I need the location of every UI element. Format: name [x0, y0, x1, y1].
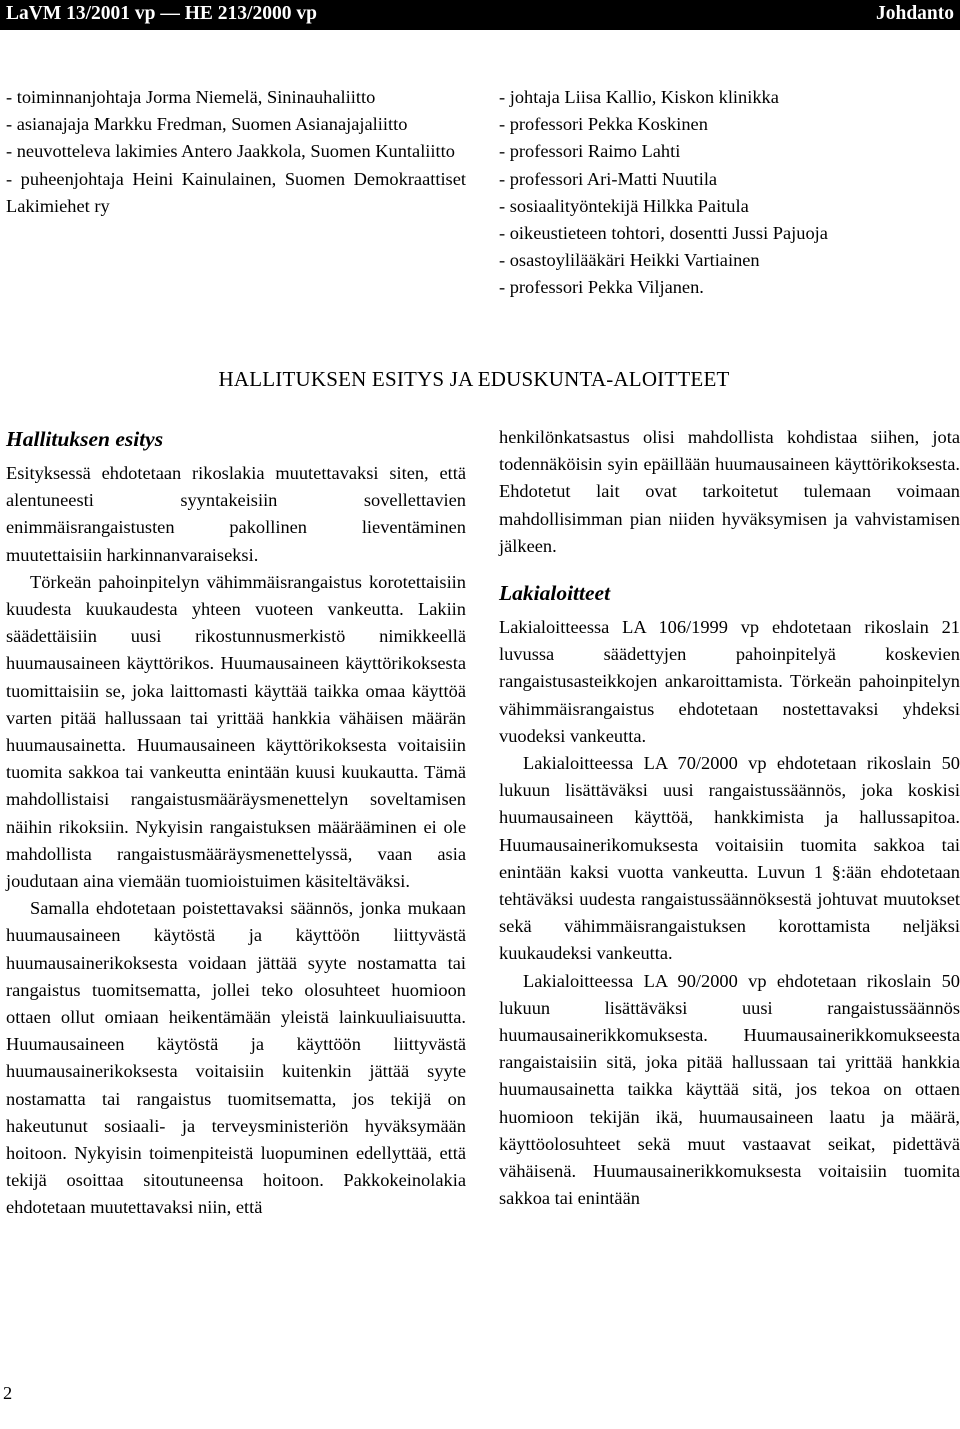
- list-item: - oikeustieteen tohtori, dosentti Jussi Pajuoja: [499, 223, 828, 244]
- list-item: - puheenjohtaja Heini Kainulainen, Suomen Demokraattiset Lakimiehet ry: [6, 168, 466, 216]
- heading-law-initiatives: Lakialoitteet: [499, 581, 611, 606]
- list-item: - sosiaalityöntekijä Hilkka Paitula: [499, 195, 749, 216]
- list-item: - osastoylilääkäri Heikki Vartiainen: [499, 250, 760, 271]
- expert-list-left: [6, 84, 466, 220]
- section-title-text: HALLITUKSEN ESITYS JA EDUSKUNTA-ALOITTEET: [218, 367, 730, 391]
- list-item: - professori Ari-Matti Nuutila: [499, 168, 718, 189]
- left-column: [6, 424, 466, 1222]
- list-item: - toiminnanjohtaja Jorma Niemelä, Sininauhaliitto: [6, 87, 376, 107]
- header-document-reference: LaVM 13/2001 vp — HE 213/2000 vp: [6, 3, 317, 24]
- heading-government-proposal: Hallituksen esitys: [6, 427, 164, 451]
- paragraph: Törkeän pahoinpitelyn vähimmäisrangaistus korotettaisiin kuudesta kuukaudesta yhteen vuoteen vankeutta. Lakiin säädettäisiin uusi rikostunnusmerkistö nimikkeellä huumausaineen käyttörikos. Huumausaineen käyttörikoksesta tuomittaisiin se, joka laittomasti käyttää taikka omaa käyttöä varten pitää hallussaan tai yrittää hankkia vähäisen määrän huumausainetta. Huumausaineen käyttörikoksesta voitaisiin tuomita sakkoa tai vankeutta enintään kuusi kuukautta. Tämä mahdollistaisi rangaistusmääräysmenettelyn soveltamisen näihin rikoksiin. Nykyisin rangaistuksen määrääminen ei ole mahdollista rangaistusmääräysmenettelyssä, vaan asia joudutaan aina viemään tuomioistuimen käsiteltäväksi.: [6, 571, 466, 892]
- paragraph: Esityksessä ehdotetaan rikoslakia muutettavaksi siten, että alentuneesti syyntakeisiin sovellettavien enimmäisrangaistusten pakollinen lieventäminen muutettaisiin harkinnanvaraiseksi.: [6, 463, 466, 565]
- header-section-name: Johdanto: [875, 3, 954, 24]
- page-number: 2: [3, 1383, 13, 1403]
- list-item: - professori Pekka Viljanen.: [499, 277, 704, 298]
- list-item: - professori Pekka Koskinen: [499, 114, 708, 135]
- paragraph-continued: henkilönkatsastus olisi mahdollista kohdistaa siihen, jota todennäköisin syin epäillään huumausaineen käyttörikoksesta. Ehdotetut lait ovat tarkoitetut tulemaan voimaan mahdollisimman pian niiden hyväksymisen ja vahvistamisen jälkeen.: [499, 427, 960, 556]
- paragraph: Samalla ehdotetaan poistettavaksi säännös, jonka mukaan huumausaineen käytöstä ja käyttöön liittyvästä huumausainerikoksesta voidaan jättää syyte nostamatta tai rangaistus tuomitsematta, jollei teko olosuhteet huomioon ottaen ollut omiaan heikentämään yleistä lainkuuliaisuutta. Huumausaineen käytöstä ja käyttöön liittyvästä huumausainerikoksesta voitaisiin kuitenkin jättää syyte nostamatta tai rangaistus tuomitsematta, jos tekijä on hakeutunut sosiaali- ja terveysministeriön hyväksymään hoitoon. Nykyisin toimenpiteistä luopuminen edellyttää, että tekijä osoittaa sitoutuneensa hoitoon. Pakkokeinolakia ehdotetaan muutettavaksi niin, että: [6, 898, 466, 1218]
- section-title: [0, 367, 960, 392]
- right-column: [499, 424, 960, 1212]
- paragraph: Lakialoitteessa LA 70/2000 vp ehdotetaan rikoslain 50 lukuun lisättäväksi uusi rangaistussäännös, joka koskisi huumausaineen käyttöä, hankkimista ja hallussapitoa. Huumausainerikomuksesta voitaisiin tuomita sakkoa tai enintään kaksi vuotta vankeutta. Luvun 1 §:ään ehdotetaan tehtäväksi uudesta rangaistussäännöksestä johtuvat muutokset sekä vähimmäisrangaistuksen korottamista neljäksi kuukaudeksi vankeutta.: [499, 753, 960, 964]
- running-header: [0, 0, 960, 30]
- expert-list-right: [499, 84, 959, 302]
- list-item: - asianajaja Markku Fredman, Suomen Asianajajaliitto: [6, 114, 408, 135]
- paragraph: Lakialoitteessa LA 106/1999 vp ehdotetaan rikoslain 21 luvussa säädettyjen pahoinpitelyä koskevien rangaistusasteikkojen ankaroittamista. Törkeän pahoinpitelyn vähimmäisrangaistus ehdotetaan nostettavaksi yhdeksi vuodeksi vankeutta.: [499, 617, 960, 746]
- paragraph: Lakialoitteessa LA 90/2000 vp ehdotetaan rikoslain 50 lukuun lisättäväksi uusi rangaistussäännös huumausainerikkomuksesta. Huumausainerikkomukseesta rangaistaisiin sitä, joka pitää hallussaan tai yrittää hankkia huumausainetta taikka käyttää sitä, jos tekoa on ottaen huomioon tekijän ikä, huumausaineen laatu ja määrä, käyttöolosuhteet sekä muut vastaavat seikat, pidettävä vähäisenä. Huumausainerikkomuksesta voitaisiin tuomita sakkoa tai enintään: [499, 970, 960, 1209]
- list-item: - johtaja Liisa Kallio, Kiskon klinikka: [499, 87, 779, 107]
- list-item: - professori Raimo Lahti: [499, 141, 681, 162]
- list-item: - neuvotteleva lakimies Antero Jaakkola, Suomen Kuntaliitto: [6, 141, 455, 162]
